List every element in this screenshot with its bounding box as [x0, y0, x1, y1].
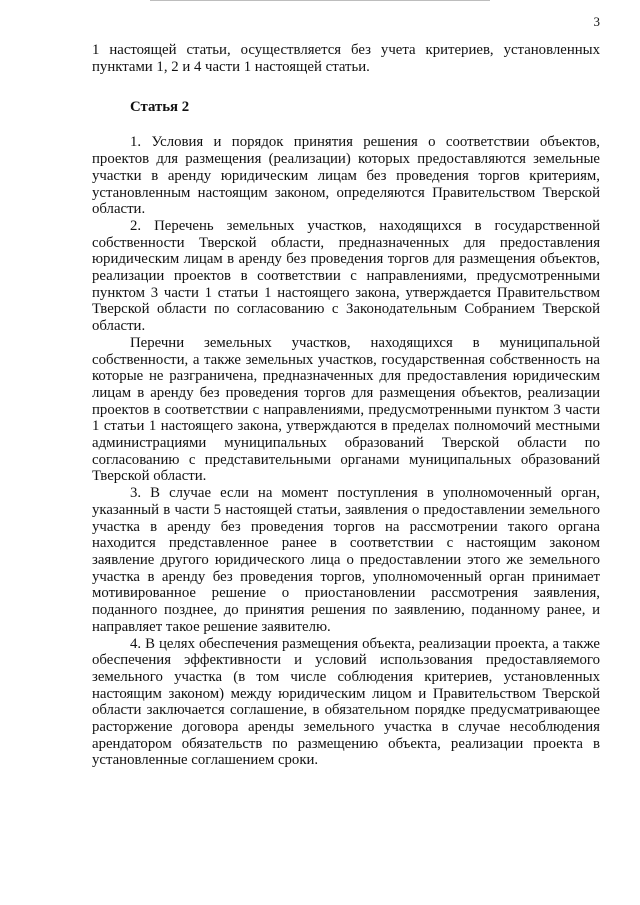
- paragraph-2: 2. Перечень земельных участков, находящихся в государственной собственности Тверской области, предназначенных для предоставления юридическим лицам в аренду без проведения торгов для размещения объектов, реализации проектов в соответствии с направлениями, предусмотренными пунктом 3 части 1 статьи 1 настоящего закона, утверждается Правительством Тверской области по согласованию с Законодательным Собранием Тверской области.: [92, 217, 600, 335]
- paragraph-4: 4. В целях обеспечения размещения объекта, реализации проекта, а также обеспечения эффективности и условий использования предоставляемого земельного участка (в том числе соблюдения критериев, установленных настоящим законом) между юридическим лицом и Правительством Тверской области заключается соглашение, в обязательном порядке предусматривающее расторжение договора аренды земельного участка в случае несоблюдения арендатором обязательств по размещению объекта, реализации проекта в установленные соглашением сроки.: [92, 635, 600, 769]
- scan-top-edge: [150, 0, 490, 1]
- document-body: [92, 42, 600, 769]
- page-number: 3: [593, 14, 600, 29]
- paragraph-3: 3. В случае если на момент поступления в уполномоченный орган, указанный в части 5 настоящей статьи, заявления о предоставлении земельного участка в аренду без проведения торгов на рассмотрении такого органа находится представленное ранее в соответствии с настоящим законом заявление другого юридического лица о предоставлении этого же земельного участка в аренду без проведения торгов, уполномоченный орган принимает мотивированное решение о приостановлении рассмотрения заявления, поданного позднее, до принятия решения по заявлению, поданному ранее, и направляет такое решение заявителю.: [92, 485, 600, 635]
- paragraph-2-continued: Перечни земельных участков, находящихся в муниципальной собственности, а также земельных участков, государственная собственность на которые не разграничена, предназначенных для предоставления юридическим лицам в аренду без проведения торгов для размещения объектов, реализации проектов в соответствии с направлениями, предусмотренными пунктом 3 части 1 статьи 1 настоящего закона, утверждаются в пределах полномочий местными администрациями муниципальных образований Тверской области по согласованию с представительными органами муниципальных образований Тверской области.: [92, 334, 600, 485]
- paragraph-1: 1. Условия и порядок принятия решения о соответствии объектов, проектов для размещения (реализации) которых предоставляются земельные участки в аренду юридическим лицам без проведения торгов критериям, установленным настоящим законом, определяются Правительством Тверской области.: [92, 134, 600, 218]
- intro-paragraph: 1 настоящей статьи, осуществляется без учета критериев, установленных пунктами 1, 2 и 4 части 1 настоящей статьи.: [92, 42, 600, 75]
- article-heading: Статья 2: [130, 99, 190, 116]
